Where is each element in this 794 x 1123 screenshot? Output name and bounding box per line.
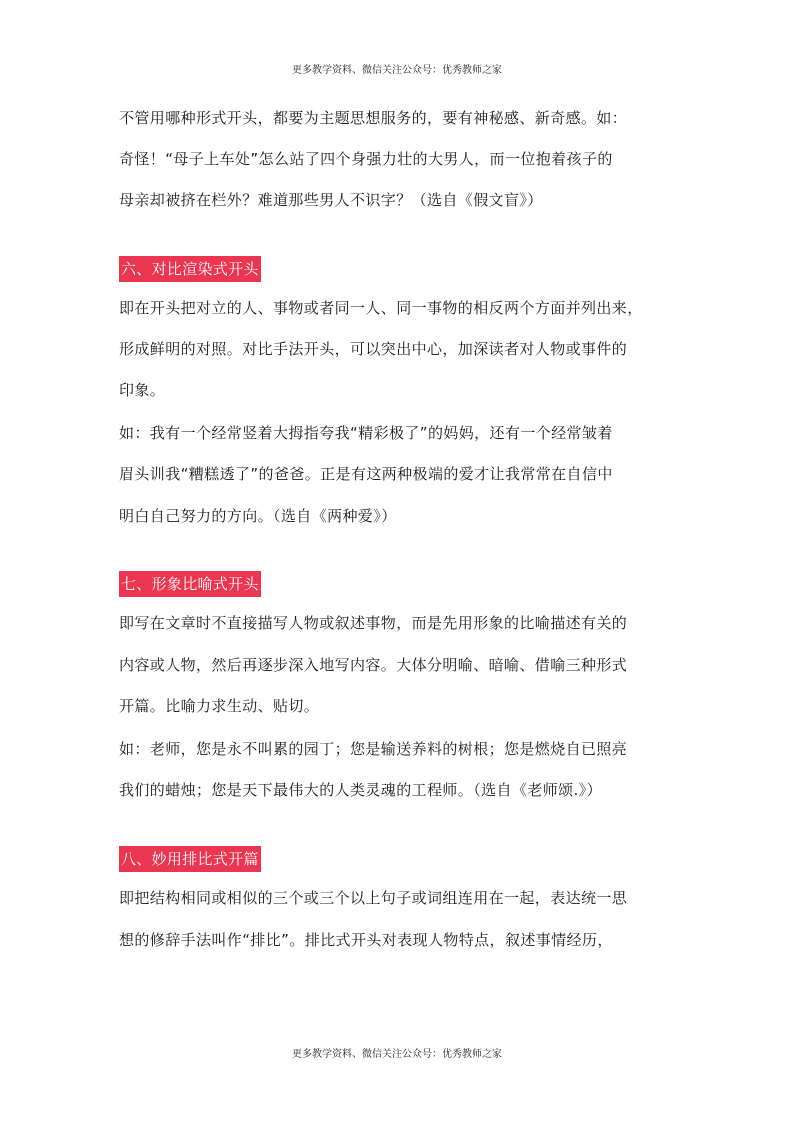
paragraph-line: 印象。 <box>119 381 166 399</box>
example-line: 如：老师，您是永不叫累的园丁；您是输送养料的树根；您是燃烧自已照亮 <box>119 740 628 758</box>
section-heading-metaphor: 七、形象比喻式开头 <box>119 571 261 597</box>
example-line: 如：我有一个经常竖着大拇指夸我“精彩极了”的妈妈，还有一个经常皱着 <box>119 424 613 442</box>
paragraph-line: 奇怪！“母子上车处”怎么站了四个身强力壮的大男人，而一位抱着孩子的 <box>119 150 613 168</box>
section-heading-contrast: 六、对比渲染式开头 <box>119 256 261 282</box>
paragraph-line: 开篇。比喻力求生动、贴切。 <box>119 697 320 715</box>
page-header: 更多教学资料、微信关注公众号：优秀教师之家 <box>292 65 502 76</box>
example-line: 我们的蜡烛；您是天下最伟大的人类灵魂的工程师。（选自《老师颂.》） <box>119 781 602 799</box>
paragraph-line: 母亲却被挤在栏外？难道那些男人不识字？（选自《假文盲》） <box>119 191 543 209</box>
section-heading-parallelism: 八、妙用排比式开篇 <box>119 846 261 872</box>
example-line: 眉头训我“糟糕透了”的爸爸。正是有这两种极端的爱才让我常常在自信中 <box>119 465 613 483</box>
paragraph-line: 即写在文章时不直接描写人物或叙述事物，而是先用形象的比喻描述有关的 <box>119 614 628 632</box>
example-line: 明白自己努力的方向。（选自《两种爱》） <box>119 507 397 525</box>
paragraph-line: 形成鲜明的对照。对比手法开头，可以突出中心，加深读者对人物或事件的 <box>119 340 628 358</box>
page-footer: 更多教学资料、微信关注公众号：优秀教师之家 <box>292 1049 502 1060</box>
paragraph-line: 内容或人物，然后再逐步深入地写内容。大体分明喻、暗喻、借喻三种形式 <box>119 656 628 674</box>
paragraph-line: 即把结构相同或相似的三个或三个以上句子或词组连用在一起，表达统一思 <box>119 889 628 907</box>
paragraph-line: 想的修辞手法叫作“排比”。排比式开头对表现人物特点，叙述事情经历， <box>119 931 613 949</box>
paragraph-line: 即在开头把对立的人、事物或者同一人、同一事物的相反两个方面并列出来， <box>119 299 643 317</box>
paragraph-line: 不管用哪种形式开头，都要为主题思想服务的，要有神秘感、新奇感。如： <box>119 109 628 127</box>
